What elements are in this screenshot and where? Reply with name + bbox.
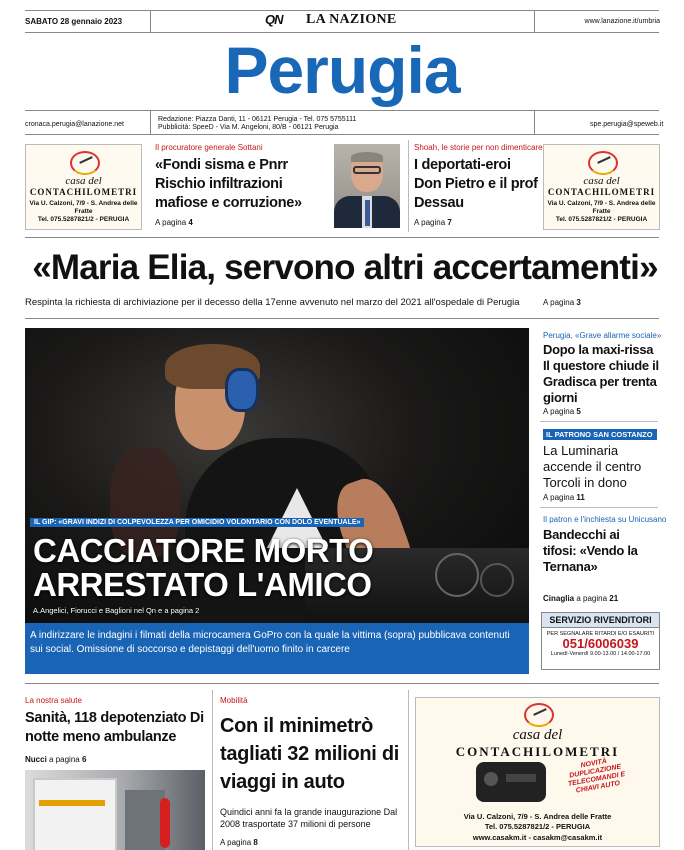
photo-authors: A.Angelici, Fiorucci e Baglioni nel Qn e a pagina 2 <box>33 606 200 615</box>
redazione-info: Redazione: Piazza Danti, 11 - 06121 Perugia - Tel. 075 5755111 <box>158 116 357 123</box>
sanita-page-ref: Nucci a pagina 6 <box>25 755 87 764</box>
sidebar-3-headline[interactable]: Bandecchi ai tifosi: «Vendo la Ternana» <box>543 527 638 574</box>
ad-large-brand-line1: casa del <box>512 727 563 743</box>
ad-brand-line1: casa del <box>65 175 102 187</box>
city-title: Perugia <box>224 33 460 107</box>
ad-address: Via U. Calzoni, 7/9 - S. Andrea delle Fratte <box>29 200 138 215</box>
issue-date: SABATO 28 gennaio 2023 <box>25 17 123 26</box>
newspaper-name: LA NAZIONE <box>306 12 397 27</box>
ad-brand-line2: CONTACHILOMETRI <box>547 187 656 197</box>
section-rule-2 <box>25 318 659 319</box>
ambulance-photo <box>25 770 205 850</box>
minimetro-page-ref: A pagina 8 <box>220 838 258 847</box>
ad-contachilometri-right[interactable] <box>543 144 660 230</box>
speedometer-icon <box>65 151 103 175</box>
sidebar-1-kicker: Perugia, «Grave allarme sociale» <box>543 331 662 340</box>
section-rule-3 <box>25 683 659 684</box>
sottani-kicker: Il procuratore generale Sottani <box>155 143 263 152</box>
ad-phone: Tel. 075.5287821/2 - PERUGIA <box>555 216 648 223</box>
service-phone[interactable]: 051/6006039 <box>562 636 639 651</box>
ad-large-web[interactable]: www.casakm.it - casakm@casakm.it <box>472 833 603 842</box>
info-divider-right <box>534 110 535 134</box>
website-link[interactable]: www.lanazione.it/umbria <box>584 18 660 25</box>
sidebar-2-kicker: IL PATRONO SAN COSTANZO <box>543 429 657 440</box>
top-divider-left <box>150 10 151 32</box>
sidebar-divider-1 <box>540 421 658 422</box>
shoah-kicker: Shoah, le storie per non dimenticare <box>414 143 543 152</box>
ad-brand-line1: casa del <box>583 175 620 187</box>
sottani-headline[interactable]: «Fondi sisma e Pnrr Rischio infiltrazioni mafiose e corruzione» <box>155 157 302 211</box>
ad-brand-line2: CONTACHILOMETRI <box>29 187 138 197</box>
service-note: PER SEGNALARE RITARDI E/O ESAURITI <box>546 631 655 637</box>
minimetro-kicker: Mobilità <box>220 696 248 705</box>
sanita-kicker: La nostra salute <box>25 696 82 705</box>
car-key-icon <box>476 762 546 802</box>
email-redazione[interactable]: cronaca.perugia@lanazione.net <box>25 121 124 128</box>
sidebar-1-page-ref: A pagina 5 <box>543 407 581 416</box>
service-box <box>541 612 660 670</box>
info-rule <box>25 134 659 135</box>
main-subhead: Respinta la richiesta di archiviazione per il decesso della 17enne avvenuto nel marzo del 2021 all'ospedale di Perugia <box>25 297 520 308</box>
sanita-headline[interactable]: Sanità, 118 depotenziato Di notte meno ambulanze <box>25 710 204 745</box>
ad-large-address: Via U. Calzoni, 7/9 - S. Andrea delle Fratte <box>463 812 612 821</box>
main-page-ref: A pagina 3 <box>543 298 581 307</box>
qn-logo: QN <box>265 12 283 27</box>
top-divider-right <box>534 10 535 32</box>
photo-story-tag: IL GIP: «GRAVI INDIZI DI COLPEVOLEZZA PER OMICIDIO VOLONTARIO CON DOLO EVENTUALE» <box>30 518 364 527</box>
ad-contachilometri-left[interactable] <box>25 144 142 230</box>
sidebar-3-page-ref: Cinaglia a pagina 21 <box>543 594 619 603</box>
email-pubblicita[interactable]: spe.perugia@speweb.it <box>590 121 664 128</box>
sottani-page-ref: A pagina 4 <box>155 218 193 227</box>
shoah-page-ref: A pagina 7 <box>414 218 452 227</box>
ad-large-promo: NOVITÀ DUPLICAZIONE TELECOMANDI E CHIAVI AUTO <box>567 757 626 795</box>
sidebar-1-headline[interactable]: Dopo la maxi-rissa Il questore chiude il Gradisca per trenta giorni <box>543 342 659 405</box>
section-rule-1 <box>25 237 659 238</box>
minimetro-divider-left <box>212 690 213 850</box>
speedometer-icon <box>583 151 621 175</box>
sidebar-2-page-ref: A pagina 11 <box>543 493 585 502</box>
photo-summary: A indirizzare le indagini i filmati della microcamera GoPro con la quale la vittima (sopra) pubblicava contenuti sui social. Omissione di soccorso e depistaggi dell'uomo finito in carcere <box>25 623 529 674</box>
shoah-headline[interactable]: I deportati-eroi Don Pietro e il prof Dessau <box>414 157 538 211</box>
minimetro-divider-right <box>408 690 409 850</box>
photo-headline-2[interactable]: ARRESTATO L'AMICO <box>33 566 372 603</box>
masthead-rule <box>25 110 659 111</box>
ad-phone: Tel. 075.5287821/2 - PERUGIA <box>37 216 130 223</box>
speedometer-icon <box>519 703 557 727</box>
photo-headline-1[interactable]: CACCIATORE MORTO <box>33 532 374 569</box>
service-hours: Lunedì-Venerdì 9.00-13.00 / 14.00-17.00 <box>550 651 651 657</box>
service-title: SERVIZIO RIVENDITORI <box>542 613 659 628</box>
sidebar-divider-2 <box>540 507 658 508</box>
ad-large-phone: Tel. 075.5287821/2 - PERUGIA <box>484 822 591 831</box>
top-rule <box>25 10 659 11</box>
info-divider-left <box>150 110 151 134</box>
ad-large-brand-line2: CONTACHILOMETRI <box>455 744 620 759</box>
main-headline[interactable]: «Maria Elia, servono altri accertamenti» <box>32 248 658 287</box>
sidebar-2-headline[interactable]: La Luminaria accende il centro Torcoli in dono <box>543 443 642 490</box>
ad-contachilometri-large[interactable] <box>415 697 660 847</box>
minimetro-headline[interactable]: Con il minimetrò tagliati 32 milioni di viaggi in auto <box>220 715 399 793</box>
pubblicita-info: Pubblicità: SpeeD - Via M. Angeloni, 80/B - 06121 Perugia <box>158 124 339 131</box>
ad-address: Via U. Calzoni, 7/9 - S. Andrea delle Fratte <box>547 200 656 215</box>
sottani-photo <box>334 144 400 228</box>
sidebar-3-kicker: Il patron e l'inchiesta su Unicusano <box>543 515 667 524</box>
shoah-divider <box>408 140 409 232</box>
minimetro-subhead: Quindici anni fa la grande inaugurazione Dal 2008 trasportate 37 milioni di persone <box>220 807 398 829</box>
